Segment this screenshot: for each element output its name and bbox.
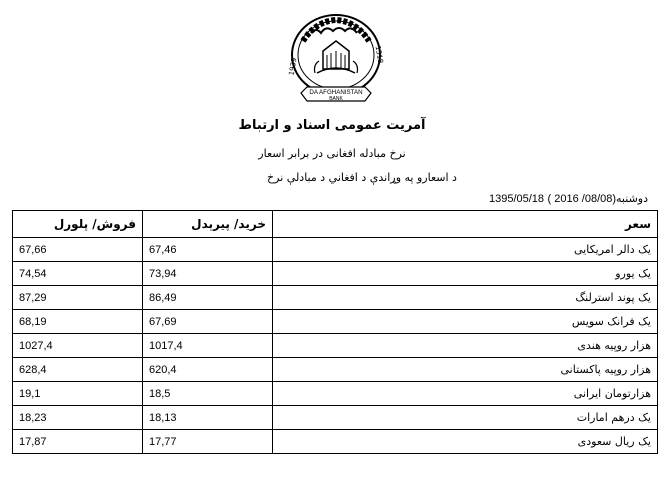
- gregorian-date: ( 2016 /08/08): [547, 193, 617, 205]
- left-year-text: 1939: [287, 57, 299, 77]
- currency-column-header: سعر: [273, 211, 658, 238]
- currency-name-cell: هزار روپیه پاکستانی: [273, 358, 658, 382]
- currency-name-cell: یک فرانک سویس: [273, 310, 658, 334]
- table-row: [13, 406, 658, 430]
- table-row: [13, 382, 658, 406]
- sell-rate-cell: 19,1: [13, 382, 143, 406]
- page-title: آمریت عمومی اسناد و ارتباط: [238, 118, 426, 133]
- buy-rate-cell: 620,4: [143, 358, 273, 382]
- right-year-text: 1318: [373, 45, 385, 65]
- sell-rate-cell: 87,29: [13, 286, 143, 310]
- buy-rate-cell: 67,69: [143, 310, 273, 334]
- buy-rate-cell: 73,94: [143, 262, 273, 286]
- sell-rate-cell: 17,87: [13, 430, 143, 454]
- sell-rate-cell: 68,19: [13, 310, 143, 334]
- table-row: [13, 286, 658, 310]
- sell-rate-cell: 628,4: [13, 358, 143, 382]
- sell-rate-cell: 18,23: [13, 406, 143, 430]
- date-line: [489, 192, 648, 205]
- table-row: [13, 310, 658, 334]
- table-row: [13, 262, 658, 286]
- bank-seal-logo: [281, 11, 391, 109]
- sell-rate-cell: 1027,4: [13, 334, 143, 358]
- subtitle-pashto: د اسعارو په وړاندې د افغاني د مبادلې نرخ: [267, 171, 457, 184]
- table-row: [13, 334, 658, 358]
- buy-rate-cell: 67,46: [143, 238, 273, 262]
- subtitle-dari: نرخ مبادله افغانی در برابر اسعار: [258, 147, 406, 160]
- buy-column-header: خرید/ پیرېدل: [143, 211, 273, 238]
- sell-rate-cell: 74,54: [13, 262, 143, 286]
- sell-rate-cell: 67,66: [13, 238, 143, 262]
- currency-name-cell: یک دالر امریکایی: [273, 238, 658, 262]
- weekday-label: دوشنبه: [616, 192, 648, 205]
- table-row: [13, 430, 658, 454]
- buy-rate-cell: 1017,4: [143, 334, 273, 358]
- ribbon-text: DA AFGHANISTAN: [309, 89, 363, 96]
- hijri-date: 1395/05/18: [488, 193, 545, 205]
- sell-column-header: فروش/ پلورل: [13, 211, 143, 238]
- currency-name-cell: یک ریال سعودی: [273, 430, 658, 454]
- currency-name-cell: یک درهم امارات: [273, 406, 658, 430]
- table-header-row: [13, 211, 658, 238]
- exchange-rate-table: [12, 210, 658, 454]
- buy-rate-cell: 17,77: [143, 430, 273, 454]
- currency-name-cell: هزار روپیه هندی: [273, 334, 658, 358]
- table-row: [13, 238, 658, 262]
- ribbon-subtext: BANK: [329, 96, 343, 102]
- currency-name-cell: یک پوند استرلنگ: [273, 286, 658, 310]
- table-row: [13, 358, 658, 382]
- currency-name-cell: یک یورو: [273, 262, 658, 286]
- currency-name-cell: هزارتومان ایرانی: [273, 382, 658, 406]
- buy-rate-cell: 18,5: [143, 382, 273, 406]
- buy-rate-cell: 18,13: [143, 406, 273, 430]
- buy-rate-cell: 86,49: [143, 286, 273, 310]
